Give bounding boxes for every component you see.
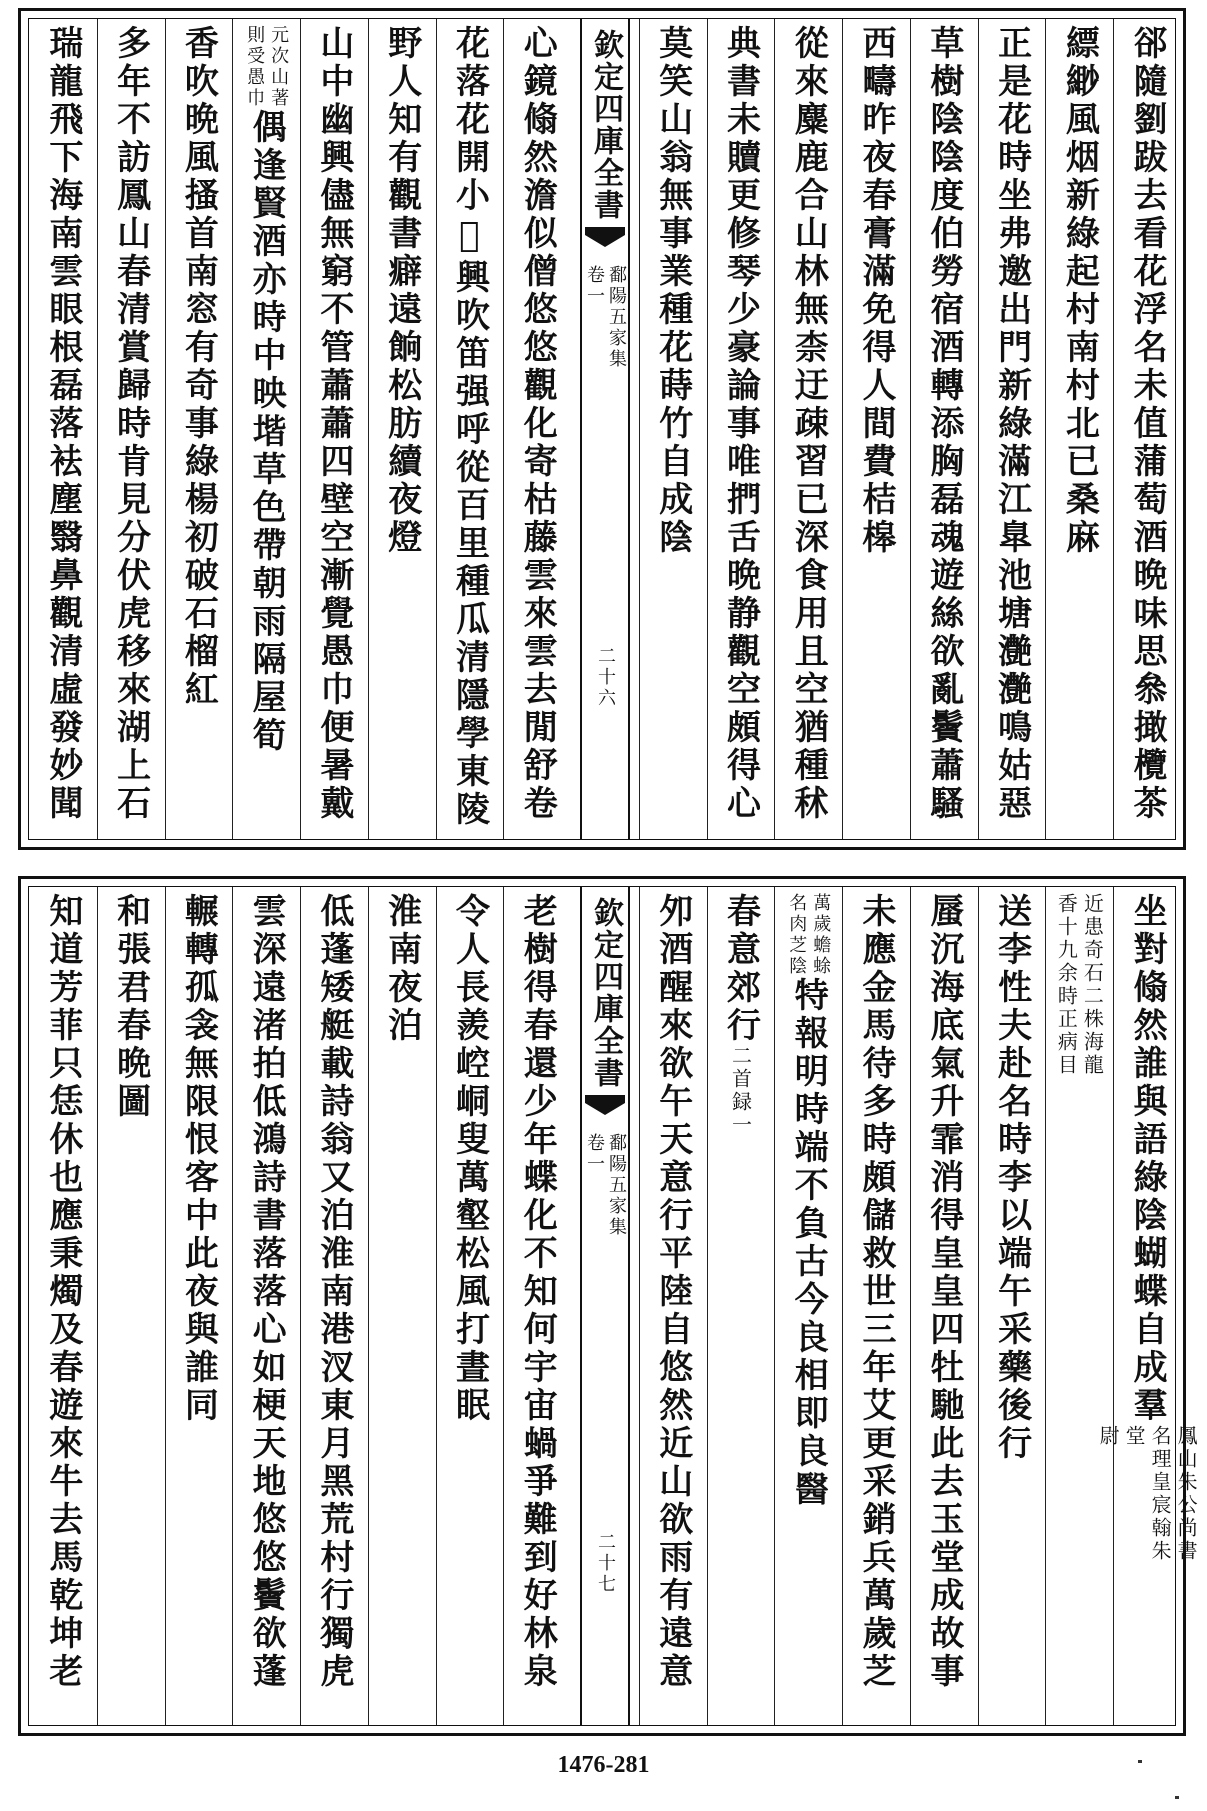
annotation-line: 尉 — [1096, 1425, 1121, 1448]
fishtail-mark-icon — [585, 227, 625, 253]
verse-text: 山中幽興儘無窮不管蕭蕭四壁空漸覺愚巾便暑戴 — [313, 25, 354, 823]
text-column — [165, 25, 233, 833]
top-page-frame — [18, 8, 1186, 850]
speck — [1175, 1796, 1179, 1799]
text-column — [436, 893, 504, 1719]
annotation-line: 近患奇石二株海龍 — [1080, 893, 1105, 1077]
annotation-pair — [1054, 893, 1105, 1077]
verse-text: 春意郊行 — [720, 893, 761, 1045]
text-column — [1045, 893, 1113, 1719]
column-rule — [97, 19, 98, 839]
column-rule — [232, 19, 233, 839]
column-rule — [1113, 887, 1114, 1725]
verse-text: 瑞龍飛下海南雲眼根磊落袪塵翳鼻觀清虛發妙聞 — [42, 25, 83, 823]
column-rule — [639, 19, 640, 839]
column-rule — [300, 19, 301, 839]
collection-name: 鄱陽五家集 — [606, 265, 627, 370]
annotation-pair — [786, 893, 832, 977]
verse-text: 和張君春晩圖 — [110, 893, 151, 1121]
column-rule — [978, 887, 979, 1725]
column-rule — [165, 887, 166, 1725]
fishtail-mark-icon — [585, 1095, 625, 1121]
annotation-line: 則受愚巾 — [244, 25, 266, 109]
column-rule — [436, 887, 437, 1725]
column-rule — [910, 19, 911, 839]
folio-number: 二十六 — [595, 646, 616, 709]
verse-text: 令人長羨崆峒叟萬壑松風打晝眠 — [449, 893, 490, 1425]
text-column — [842, 893, 910, 1719]
text-column — [436, 25, 504, 833]
text-column — [165, 893, 233, 1719]
column-rule — [910, 887, 911, 1725]
book-title: 欽定四庫全書 — [588, 29, 623, 221]
text-column — [97, 893, 165, 1719]
column-rule — [503, 19, 504, 839]
column-rule — [97, 887, 98, 1725]
text-column — [639, 893, 707, 1719]
column-rule — [707, 19, 708, 839]
column-rule — [1045, 19, 1046, 839]
column-rule — [842, 887, 843, 1725]
column-rule — [368, 887, 369, 1725]
text-column — [1096, 893, 1199, 1719]
text-column — [978, 893, 1046, 1719]
verse-text: 蜃沉海底氣升霏消得皇皇四牡馳此去玉堂成故事 — [923, 893, 964, 1691]
column-rule — [165, 19, 166, 839]
verse-text: 低蓬矮艇載詩翁又泊淮南港汊東月黑荒村行獨虎 — [313, 893, 354, 1691]
text-column — [842, 25, 910, 833]
verse-text: 坐對翛然誰與語綠陰蝴蝶自成羣 — [1127, 893, 1168, 1425]
column-rule — [1113, 19, 1114, 839]
text-column — [1045, 25, 1113, 833]
verse-text: 正是花時坐弗邀出門新綠滿江臯池塘灔灔鳴姑惡 — [991, 25, 1032, 823]
column-rule — [232, 887, 233, 1725]
verse-text: 郤隨劉跋去看花浮名未值蒲萄酒晩味思叅撖欖茶 — [1127, 25, 1168, 823]
book-title: 欽定四庫全書 — [588, 897, 623, 1089]
collection-info — [585, 265, 625, 370]
text-column — [503, 893, 571, 1719]
text-column — [300, 25, 368, 833]
verse-text: 典書未贖更修琴少豪論事唯捫舌晩静觀空頗得心 — [720, 25, 761, 823]
volume-label: 卷一 — [584, 1133, 605, 1175]
text-column — [978, 25, 1046, 833]
annotation-pair — [244, 25, 290, 109]
verse-text: 野人知有觀書癖遠餉松肪續夜燈 — [381, 25, 422, 557]
verse-text: 輾轉孤衾無限恨客中此夜與誰同 — [178, 893, 219, 1425]
text-column — [29, 25, 97, 833]
column-rule — [842, 19, 843, 839]
text-column — [1113, 25, 1181, 833]
column-rule — [1045, 887, 1046, 1725]
verse-text: 未應金馬待多時頗儲救世三年艾更采銷兵萬歲芝 — [856, 893, 897, 1691]
verse-text: 草樹陰陰度伯勞宿酒轉添胸磊魂遊絲欲亂鬢蕭騷 — [923, 25, 964, 823]
title-note: 二首録一 — [728, 1045, 753, 1137]
text-column — [639, 25, 707, 833]
text-column — [707, 893, 775, 1719]
verse-text: 西疇昨夜春膏滿免得人間費桔槔 — [856, 25, 897, 557]
text-column — [774, 893, 842, 1719]
bottom-page-frame — [18, 876, 1199, 1736]
column-rule — [774, 19, 775, 839]
annotation-line: 名理皇宸翰朱 — [1148, 1425, 1173, 1563]
page-number: 1476-281 — [557, 1752, 650, 1778]
annotation-line: 鳳山朱公尚書 — [1174, 1425, 1199, 1563]
verse-text: 偶逢賢酒亦時中映堦草色帶朝雨隔屋筍 — [246, 109, 287, 755]
annotation-line: 萬歲蟾蜍 — [810, 893, 832, 977]
text-column — [232, 25, 300, 833]
center-fold-column — [580, 887, 630, 1725]
column-rule — [368, 19, 369, 839]
column-rule — [639, 887, 640, 1725]
text-column — [910, 893, 978, 1719]
text-column — [503, 25, 571, 833]
center-fold-column — [580, 19, 630, 839]
volume-label: 卷一 — [584, 265, 605, 307]
text-column — [368, 893, 436, 1719]
annotation-line: 堂 — [1122, 1425, 1147, 1448]
verse-text: 送李性夫赴名時李以端午采藥後行 — [991, 893, 1032, 1463]
column-rule — [300, 887, 301, 1725]
text-column — [300, 893, 368, 1719]
column-rule — [707, 887, 708, 1725]
column-rule — [978, 19, 979, 839]
text-column — [707, 25, 775, 833]
verse-text: 老樹得春還少年蝶化不知何宇宙蝸爭難到好林泉 — [517, 893, 558, 1691]
verse-text: 淮南夜泊 — [381, 893, 422, 1045]
annotation-line: 元次山著 — [268, 25, 290, 109]
text-column — [368, 25, 436, 833]
text-column — [774, 25, 842, 833]
collection-info — [585, 1133, 625, 1238]
verse-text: 心鏡翛然澹似僧悠悠觀化寄枯藤雲來雲去閒舒卷 — [517, 25, 558, 823]
folio-number: 二十七 — [595, 1532, 616, 1595]
verse-text: 知道芳菲只恁休也應秉燭及春遊來牛去馬乾坤老 — [42, 893, 83, 1691]
verse-text: 縹緲風烟新綠起村南村北已桑麻 — [1059, 25, 1100, 557]
column-rule — [436, 19, 437, 839]
collection-name: 鄱陽五家集 — [606, 1133, 627, 1238]
top-page-inner-border — [28, 18, 1176, 840]
bottom-page-inner-border — [28, 886, 1199, 1726]
verse-text: 雲深遠渚拍低鴻詩書落落心如梗天地悠悠鬢欲蓬 — [246, 893, 287, 1691]
text-column — [910, 25, 978, 833]
verse-text: 特報明時端不負古今良相即良醫 — [788, 977, 829, 1509]
verse-text: 多年不訪鳳山春清賞歸時肯見分伏虎移來湖上石 — [110, 25, 151, 823]
verse-text: 從來麋鹿合山林無柰迂疎習已深食用且空猶種秫 — [788, 25, 829, 823]
speck — [1138, 1760, 1142, 1763]
text-column — [29, 893, 97, 1719]
annotation-line: 香十九余時正病目 — [1054, 893, 1079, 1077]
verse-text: 香吹晩風搔首南窓有奇事綠楊初破石榴紅 — [178, 25, 219, 709]
column-rule — [503, 887, 504, 1725]
verse-text: 花落花開小𥨊興吹笛强呼從百里種瓜清隱學東陵 — [449, 25, 490, 829]
verse-text: 莫笑山翁無事業種花蒔竹自成陰 — [652, 25, 693, 557]
annotation-line: 名肉芝陰 — [786, 893, 808, 977]
column-rule — [774, 887, 775, 1725]
verse-text: 夘酒醒來欲午天意行平陸自悠然近山欲雨有遠意 — [652, 893, 693, 1691]
text-column — [232, 893, 300, 1719]
text-column — [97, 25, 165, 833]
